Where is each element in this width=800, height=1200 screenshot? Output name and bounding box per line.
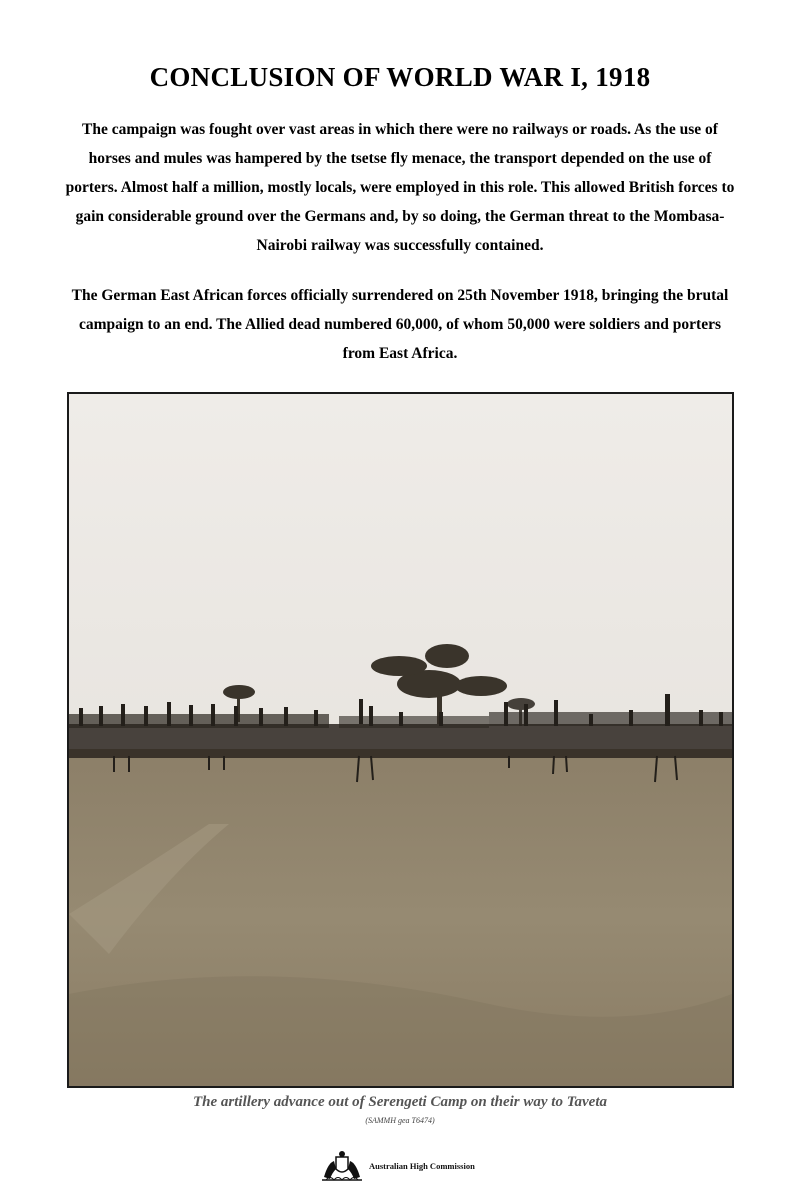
coat-of-arms-icon	[320, 1149, 364, 1183]
page-title: CONCLUSION OF WORLD WAR I, 1918	[149, 62, 651, 92]
footer-logo	[320, 1148, 475, 1184]
organisation-name: Australian High Commission	[369, 1161, 475, 1171]
photo-reference: (SAMMH gea T6474)	[365, 1116, 435, 1125]
historical-photo	[67, 392, 734, 1088]
intro-paragraph: The campaign was fought over vast areas in which there were no railways or roads. As the use of horses and mules was hampered by the tsetse fly menace, the transport depended on the use of porters. Almost half a million, mostly locals, were employed in this role. This allowed British forces to gain considerable ground over the Germans and, by so doing, the German threat to the Mombasa-Nairobi railway was successfully contained.	[65, 121, 735, 254]
photo-caption: The artillery advance out of Serengeti Camp on their way to Taveta	[192, 1094, 607, 1110]
surrender-paragraph: The German East African forces officially surrendered on 25th November 1918, bringing the brutal campaign to an end. The Allied dead numbered 60,000, of whom 50,000 were soldiers and porters from East Africa.	[71, 287, 729, 362]
